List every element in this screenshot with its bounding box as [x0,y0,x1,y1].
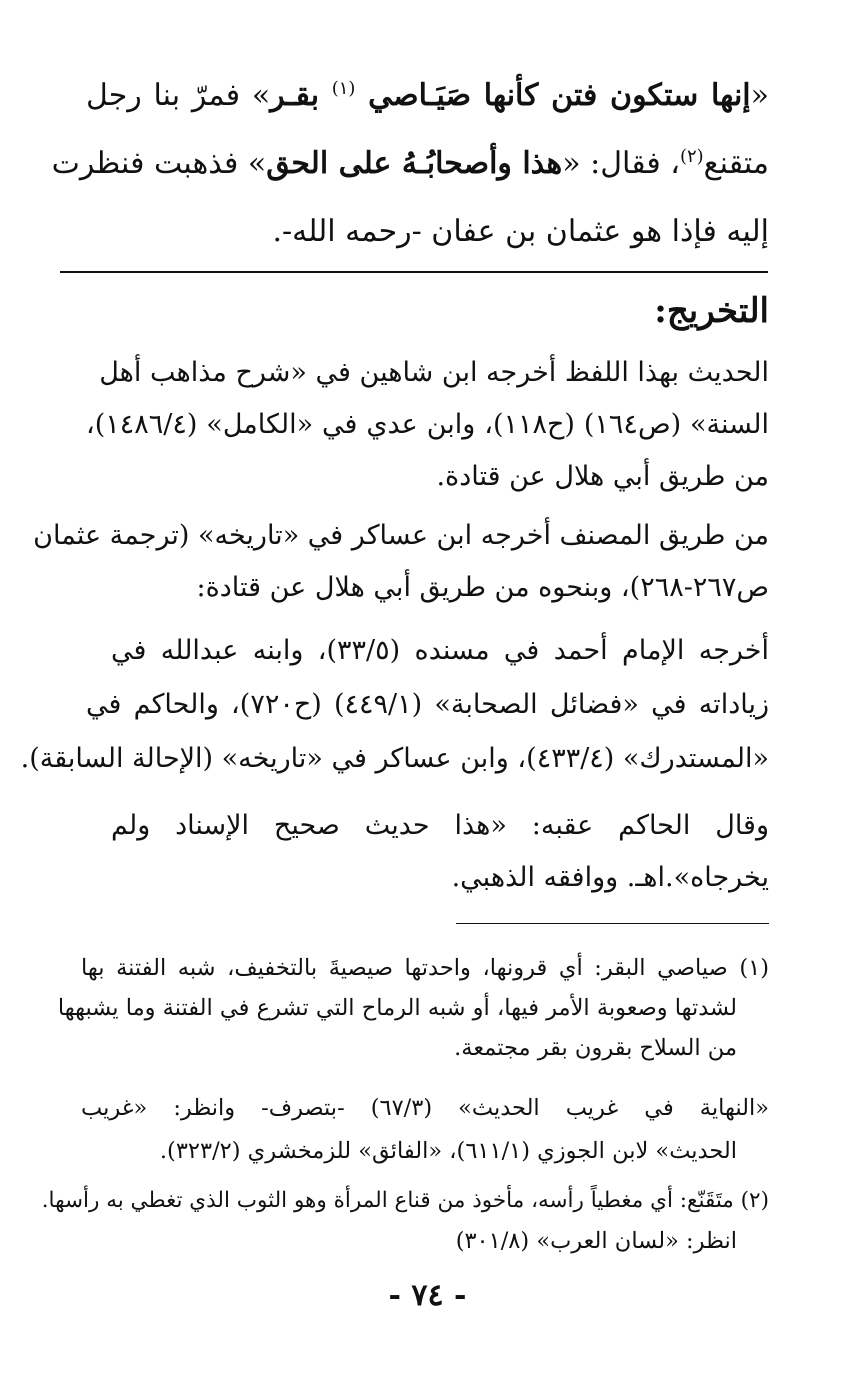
footnote-2-line1: (٢) متَقَنّع: أي مغطياً رأسه، مأخوذ من قناع المرأة وهو الثوب الذي تغطي به رأسها. [41,1188,769,1213]
hadith-bold-text-2: بقـر [270,78,332,113]
takhrij-p1-line2: السنة» (ص١٦٤) (ح١١٨)، وابن عدي في «الكامل» (١٤٨٦/٤)، [86,409,769,440]
footnote-1-line3: من السلاح بقرون بقر مجتمعة. [454,1035,737,1061]
takhrij-p1-line3: من طريق أبي هلال عن قتادة. [436,461,769,492]
footnote-1-ref-line2: الحديث» لابن الجوزي (٦١١/١)، «الفائق» للزمخشري (٣٢٣/٢). [159,1138,737,1164]
footnote-ref-1[interactable]: (١) [331,78,356,99]
section-divider [60,271,768,273]
page-number: - ٧٤ - [388,1278,467,1313]
takhrij-heading: التخريج: [654,291,769,331]
takhrij-p4-line2: يخرجاه».اهـ. ووافقه الذهبي. [451,862,769,893]
takhrij-p2-line1: من طريق المصنف أخرجه ابن عساكر في «تاريخه» (ترجمة عثمان [33,520,769,551]
hadith-line-2-start: متقنع [703,146,769,181]
takhrij-p1-line1: الحديث بهذا اللفظ أخرجه ابن شاهين في «شرح مذاهب أهل [99,357,769,388]
hadith-bold-text-3: هذا وأصحابُـهُ على الحق [266,146,563,181]
takhrij-p3-line1: أخرجه الإمام أحمد في مسنده (٣٣/٥)، وابنه عبدالله في [111,635,769,666]
hadith-line-2-middle: ، فقال: « [562,146,680,181]
footnote-1-line2: لشدتها وصعوبة الأمر فيها، أو شبه الرماح التي تشرع في الفتنة وما يشبهها [57,995,737,1021]
footnote-divider [456,923,769,924]
hadith-line-1 [86,72,769,120]
takhrij-p3-line3: «المستدرك» (٤٣٣/٤)، وابن عساكر في «تاريخه» (الإحالة السابقة). [20,743,769,774]
takhrij-p3-line2: زياداته في «فضائل الصحابة» (٤٤٩/١) (ح٧٢٠)، والحاكم في [86,689,770,720]
hadith-bold-text: إنها ستكون فتن كأنها صَيَـاصي [355,78,751,113]
open-quote: « [750,78,769,113]
footnote-ref-2[interactable]: (٢) [679,146,704,167]
footnote-2-line2: انظر: «لسان العرب» (٣٠١/٨) [455,1228,737,1254]
hadith-line-2-rest: » فذهبت فنظرت [51,146,267,181]
footnote-1-ref-line1: «النهاية في غريب الحديث» (٦٧/٣) -بتصرف- وانظر: «غريب [81,1095,770,1121]
hadith-line-2 [51,140,769,188]
takhrij-p2-line2: ص٢٦٧-٢٦٨)، وبنحوه من طريق أبي هلال عن قتادة: [196,572,769,603]
takhrij-p4-line1: وقال الحاكم عقبه: «هذا حديث صحيح الإسناد ولم [111,810,769,841]
hadith-line-3: إليه فإذا هو عثمان بن عفان -رحمه الله-. [272,214,769,249]
footnote-1-line1: (١) صياصي البقر: أي قرونها، واحدتها صيصيةَ بالتخفيف، شبه الفتنة بها [81,955,769,981]
hadith-line-1-rest: » فمرّ بنا رجل [86,78,271,113]
